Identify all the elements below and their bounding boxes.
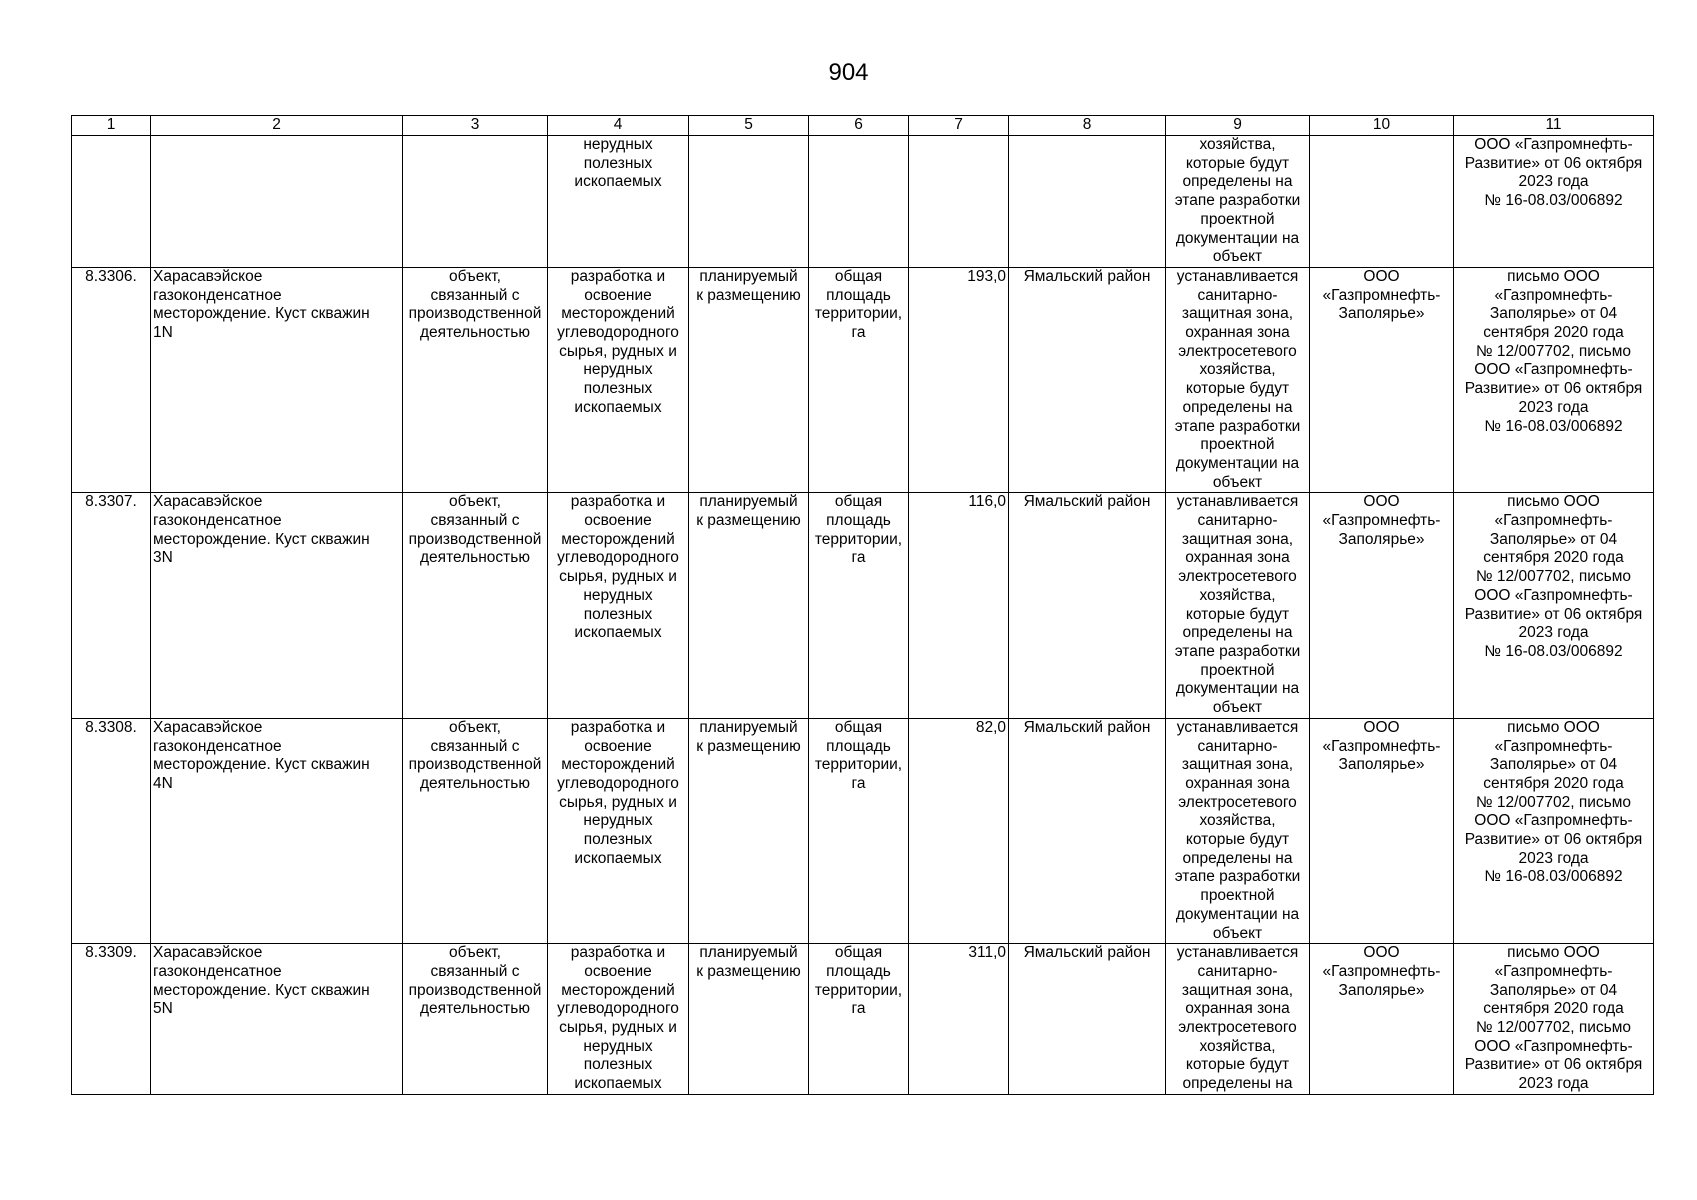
table-row (72, 493, 1654, 718)
cell-line: сырья, рудных и (559, 568, 677, 586)
cell-line: производственной (408, 530, 542, 548)
purpose-cell (548, 493, 689, 718)
cell-line: устанавливается (1176, 718, 1299, 736)
cell-line: охранная зона (1185, 549, 1290, 567)
table-row (72, 944, 1654, 1095)
cell-line: Заполярье» (1338, 305, 1425, 323)
organization-cell (1310, 718, 1454, 943)
cell-line: проектной (1200, 661, 1275, 679)
purpose-cell (548, 944, 689, 1095)
purpose-cell (548, 267, 689, 492)
cell-line: газоконденсатное (153, 286, 282, 304)
cell-line: письмо ООО (1507, 944, 1600, 962)
cell-line: планируемый (699, 944, 798, 962)
cell-line: определены на (1182, 849, 1293, 867)
cell-line: полезных (583, 154, 653, 172)
column-number: 10 (1310, 116, 1454, 136)
cell-line: ископаемых (574, 849, 662, 867)
zone-cell (1166, 493, 1310, 718)
zone-cell (1166, 718, 1310, 943)
cell-line: углеводородного (557, 774, 679, 792)
status-cell (689, 136, 809, 268)
cell-line: га (851, 774, 866, 792)
column-number: 1 (72, 116, 151, 136)
cell-line: месторождений (561, 981, 675, 999)
cell-line: охранная зона (1185, 324, 1290, 342)
cell-line: этапе разработки (1174, 192, 1301, 210)
cell-line: «Газпромнефть- (1494, 512, 1613, 530)
cell-line: санитарно- (1197, 737, 1278, 755)
zone-cell (1166, 944, 1310, 1095)
cell-line: Заполярье» (1338, 530, 1425, 548)
cell-line: № 16-08.03/006892 (1484, 417, 1623, 435)
cell-line: определены на (1182, 398, 1293, 416)
cell-line: электросетевого (1178, 1019, 1297, 1037)
cell-line: ООО «Газпромнефть- (1474, 136, 1633, 153)
cell-line: 3N (153, 549, 173, 567)
cell-line: электросетевого (1178, 342, 1297, 360)
cell-line: сентября 2020 года (1483, 1000, 1624, 1018)
cell-line: к размещению (696, 286, 801, 304)
column-number: 5 (689, 116, 809, 136)
cell-line: хозяйства, (1199, 361, 1276, 379)
basis-cell (1454, 493, 1654, 718)
location-cell: Ямальский район (1009, 944, 1166, 1095)
cell-line: Заполярье» (1338, 756, 1425, 774)
cell-line: планируемый (699, 718, 798, 736)
cell-line: № 12/007702, письмо (1476, 1019, 1631, 1037)
column-number: 3 (403, 116, 548, 136)
cell-line: сырья, рудных и (559, 793, 677, 811)
characteristic-cell (809, 944, 909, 1095)
cell-line: устанавливается (1176, 267, 1299, 285)
cell-line: документации на (1175, 229, 1300, 247)
cell-line: Харасавэйское (153, 267, 263, 285)
cell-line: санитарно- (1197, 512, 1278, 530)
table-row (72, 267, 1654, 492)
column-number: 11 (1454, 116, 1654, 136)
page-number: 904 (828, 59, 869, 86)
column-number: 2 (151, 116, 403, 136)
organization-cell (1310, 944, 1454, 1095)
cell-line: определены на (1182, 173, 1293, 191)
organization-cell (1310, 267, 1454, 492)
cell-line: полезных (583, 1056, 653, 1074)
cell-line: хозяйства, (1199, 586, 1276, 604)
number-cell: 8.3308. (72, 718, 151, 943)
cell-line: электросетевого (1178, 793, 1297, 811)
cell-line: месторождение. Куст скважин (153, 530, 370, 548)
cell-line: Заполярье» от 04 (1489, 305, 1618, 323)
cell-line: которые будут (1185, 605, 1290, 623)
cell-line: «Газпромнефть- (1322, 962, 1441, 980)
cell-line: 2023 года (1518, 624, 1589, 642)
cell-line: «Газпромнефть- (1322, 512, 1441, 530)
column-number: 7 (909, 116, 1009, 136)
cell-line: № 16-08.03/006892 (1484, 868, 1623, 886)
cell-line: месторождений (561, 756, 675, 774)
zone-cell (1166, 136, 1310, 268)
cell-line: № 16-08.03/006892 (1484, 642, 1623, 660)
cell-line: территории, (814, 305, 903, 323)
cell-line: общая (834, 493, 883, 511)
cell-line: № 12/007702, письмо (1476, 342, 1631, 360)
cell-line: Харасавэйское (153, 718, 263, 736)
name-cell (151, 136, 403, 268)
cell-line: объект (1212, 924, 1263, 942)
cell-line: связанный с (430, 512, 520, 530)
cell-line: ООО «Газпромнефть- (1474, 812, 1633, 830)
cell-line: освоение (584, 512, 652, 530)
cell-line: к размещению (696, 737, 801, 755)
cell-line: связанный с (430, 737, 520, 755)
purpose-cell (548, 718, 689, 943)
object-type-cell (403, 267, 548, 492)
location-cell: Ямальский район (1009, 493, 1166, 718)
cell-line: документации на (1175, 454, 1300, 472)
cell-line: хозяйства, (1199, 812, 1276, 830)
cell-line: нерудных (583, 586, 653, 604)
cell-line: устанавливается (1176, 944, 1299, 962)
column-number-row (72, 116, 1654, 136)
name-cell (151, 493, 403, 718)
cell-line: санитарно- (1197, 286, 1278, 304)
cell-line: Развитие» от 06 октября (1464, 154, 1643, 172)
cell-line: планируемый (699, 267, 798, 285)
cell-line: «Газпромнефть- (1322, 737, 1441, 755)
cell-line: Заполярье» от 04 (1489, 756, 1618, 774)
zone-cell (1166, 267, 1310, 492)
cell-line: площадь (826, 512, 891, 530)
cell-line: письмо ООО (1507, 718, 1600, 736)
cell-line: которые будут (1185, 380, 1290, 398)
cell-line: планируемый (699, 493, 798, 511)
object-type-cell (403, 136, 548, 268)
cell-line: полезных (583, 831, 653, 849)
object-type-cell (403, 493, 548, 718)
cell-line: к размещению (696, 512, 801, 530)
cell-line: деятельностью (420, 324, 530, 342)
characteristic-cell (809, 493, 909, 718)
cell-line: углеводородного (557, 1000, 679, 1018)
cell-line: «Газпромнефть- (1494, 286, 1613, 304)
characteristic-cell (809, 136, 909, 268)
cell-line: газоконденсатное (153, 962, 282, 980)
cell-line: санитарно- (1197, 962, 1278, 980)
cell-line: территории, (814, 530, 903, 548)
object-type-cell (403, 944, 548, 1095)
cell-line: 4N (153, 774, 173, 792)
cell-line: 5N (153, 1000, 173, 1018)
cell-line: определены на (1182, 624, 1293, 642)
cell-line: освоение (584, 737, 652, 755)
characteristic-cell (809, 267, 909, 492)
cell-line: охранная зона (1185, 1000, 1290, 1018)
cell-line: общая (834, 267, 883, 285)
cell-line: га (851, 549, 866, 567)
cell-line: защитная зона, (1181, 756, 1294, 774)
cell-line: месторождение. Куст скважин (153, 756, 370, 774)
cell-line: углеводородного (557, 324, 679, 342)
number-cell (72, 136, 151, 268)
cell-line: ООО (1363, 493, 1400, 511)
cell-line: нерудных (583, 136, 653, 153)
characteristic-cell (809, 718, 909, 943)
status-cell (689, 718, 809, 943)
cell-line: которые будут (1185, 154, 1290, 172)
cell-line: проектной (1200, 436, 1275, 454)
cell-line: разработка и (570, 493, 666, 511)
cell-line: 2023 года (1518, 1075, 1589, 1093)
cell-line: письмо ООО (1507, 493, 1600, 511)
cell-line: газоконденсатное (153, 512, 282, 530)
basis-cell (1454, 136, 1654, 268)
cell-line: ООО (1363, 718, 1400, 736)
organization-cell (1310, 493, 1454, 718)
cell-line: хозяйства, (1199, 136, 1276, 153)
cell-line: ископаемых (574, 173, 662, 191)
value-cell: 311,0 (909, 944, 1009, 1095)
cell-line: № 12/007702, письмо (1476, 568, 1631, 586)
cell-line: полезных (583, 380, 653, 398)
organization-cell (1310, 136, 1454, 268)
cell-line: общая (834, 718, 883, 736)
column-number: 8 (1009, 116, 1166, 136)
cell-line: га (851, 1000, 866, 1018)
cell-line: нерудных (583, 812, 653, 830)
location-cell (1009, 136, 1166, 268)
cell-line: объект, (449, 267, 501, 285)
cell-line: Развитие» от 06 октября (1464, 831, 1643, 849)
cell-line: связанный с (430, 286, 520, 304)
cell-line: освоение (584, 962, 652, 980)
cell-line: площадь (826, 737, 891, 755)
cell-line: производственной (408, 756, 542, 774)
cell-line: объект (1212, 473, 1263, 491)
cell-line: документации на (1175, 905, 1300, 923)
cell-line: углеводородного (557, 549, 679, 567)
cell-line: защитная зона, (1181, 530, 1294, 548)
cell-line: ООО «Газпромнефть- (1474, 1037, 1633, 1055)
cell-line: проектной (1200, 210, 1275, 228)
location-cell: Ямальский район (1009, 718, 1166, 943)
cell-line: территории, (814, 981, 903, 999)
status-cell (689, 267, 809, 492)
value-cell (909, 136, 1009, 268)
cell-line: месторождений (561, 530, 675, 548)
cell-line: производственной (408, 305, 542, 323)
cell-line: этапе разработки (1174, 642, 1301, 660)
cell-line: 2023 года (1518, 849, 1589, 867)
cell-line: хозяйства, (1199, 1037, 1276, 1055)
status-cell (689, 493, 809, 718)
location-cell: Ямальский район (1009, 267, 1166, 492)
cell-line: сырья, рудных и (559, 342, 677, 360)
objects-table (71, 115, 1654, 1095)
cell-line: 1N (153, 324, 173, 342)
cell-line: к размещению (696, 962, 801, 980)
cell-line: ископаемых (574, 398, 662, 416)
cell-line: газоконденсатное (153, 737, 282, 755)
basis-cell (1454, 944, 1654, 1095)
cell-line: площадь (826, 286, 891, 304)
cell-line: Харасавэйское (153, 493, 263, 511)
cell-line: ООО «Газпромнефть- (1474, 586, 1633, 604)
cell-line: месторождение. Куст скважин (153, 305, 370, 323)
cell-line: разработка и (570, 944, 666, 962)
number-cell: 8.3307. (72, 493, 151, 718)
cell-line: га (851, 324, 866, 342)
value-cell: 193,0 (909, 267, 1009, 492)
cell-line: 2023 года (1518, 398, 1589, 416)
cell-line: Харасавэйское (153, 944, 263, 962)
cell-line: объект, (449, 944, 501, 962)
cell-line: производственной (408, 981, 542, 999)
basis-cell (1454, 718, 1654, 943)
cell-line: «Газпромнефть- (1494, 737, 1613, 755)
object-type-cell (403, 718, 548, 943)
cell-line: разработка и (570, 718, 666, 736)
cell-line: месторождений (561, 305, 675, 323)
cell-line: письмо ООО (1507, 267, 1600, 285)
name-cell (151, 718, 403, 943)
cell-line: деятельностью (420, 549, 530, 567)
cell-line: 2023 года (1518, 173, 1589, 191)
cell-line: документации на (1175, 680, 1300, 698)
cell-line: деятельностью (420, 1000, 530, 1018)
cell-line: освоение (584, 286, 652, 304)
column-number: 9 (1166, 116, 1310, 136)
cell-line: сентября 2020 года (1483, 549, 1624, 567)
cell-line: ископаемых (574, 1075, 662, 1093)
cell-line: Заполярье» от 04 (1489, 530, 1618, 548)
column-number: 4 (548, 116, 689, 136)
cell-line: деятельностью (420, 774, 530, 792)
cell-line: разработка и (570, 267, 666, 285)
cell-line: объект, (449, 493, 501, 511)
cell-line: защитная зона, (1181, 305, 1294, 323)
table-row (72, 718, 1654, 943)
cell-line: ООО (1363, 267, 1400, 285)
cell-line: связанный с (430, 962, 520, 980)
cell-line: общая (834, 944, 883, 962)
cell-line: электросетевого (1178, 568, 1297, 586)
status-cell (689, 944, 809, 1095)
cell-line: объект (1212, 248, 1263, 266)
name-cell (151, 267, 403, 492)
cell-line: Заполярье» от 04 (1489, 981, 1618, 999)
cell-line: «Газпромнефть- (1494, 962, 1613, 980)
basis-cell (1454, 267, 1654, 492)
cell-line: нерудных (583, 361, 653, 379)
cell-line: № 12/007702, письмо (1476, 793, 1631, 811)
cell-line: Заполярье» (1338, 981, 1425, 999)
cell-line: ООО (1363, 944, 1400, 962)
cell-line: проектной (1200, 887, 1275, 905)
cell-line: площадь (826, 962, 891, 980)
cell-line: охранная зона (1185, 774, 1290, 792)
cell-line: Развитие» от 06 октября (1464, 605, 1643, 623)
name-cell (151, 944, 403, 1095)
cell-line: сентября 2020 года (1483, 774, 1624, 792)
value-cell: 82,0 (909, 718, 1009, 943)
cell-line: защитная зона, (1181, 981, 1294, 999)
column-number: 6 (809, 116, 909, 136)
cell-line: ООО «Газпромнефть- (1474, 361, 1633, 379)
cell-line: территории, (814, 756, 903, 774)
cell-line: № 16-08.03/006892 (1484, 192, 1623, 210)
cell-line: месторождение. Куст скважин (153, 981, 370, 999)
cell-line: которые будут (1185, 1056, 1290, 1074)
cell-line: определены на (1182, 1075, 1293, 1093)
cell-line: «Газпромнефть- (1322, 286, 1441, 304)
continuation-row (72, 136, 1654, 268)
number-cell: 8.3309. (72, 944, 151, 1095)
cell-line: Развитие» от 06 октября (1464, 1056, 1643, 1074)
cell-line: сентября 2020 года (1483, 324, 1624, 342)
cell-line: устанавливается (1176, 493, 1299, 511)
cell-line: этапе разработки (1174, 868, 1301, 886)
cell-line: этапе разработки (1174, 417, 1301, 435)
cell-line: Развитие» от 06 октября (1464, 380, 1643, 398)
cell-line: которые будут (1185, 831, 1290, 849)
value-cell: 116,0 (909, 493, 1009, 718)
cell-line: нерудных (583, 1037, 653, 1055)
cell-line: полезных (583, 605, 653, 623)
number-cell: 8.3306. (72, 267, 151, 492)
cell-line: сырья, рудных и (559, 1019, 677, 1037)
cell-line: объект, (449, 718, 501, 736)
cell-line: объект (1212, 699, 1263, 717)
cell-line: ископаемых (574, 624, 662, 642)
purpose-cell (548, 136, 689, 268)
